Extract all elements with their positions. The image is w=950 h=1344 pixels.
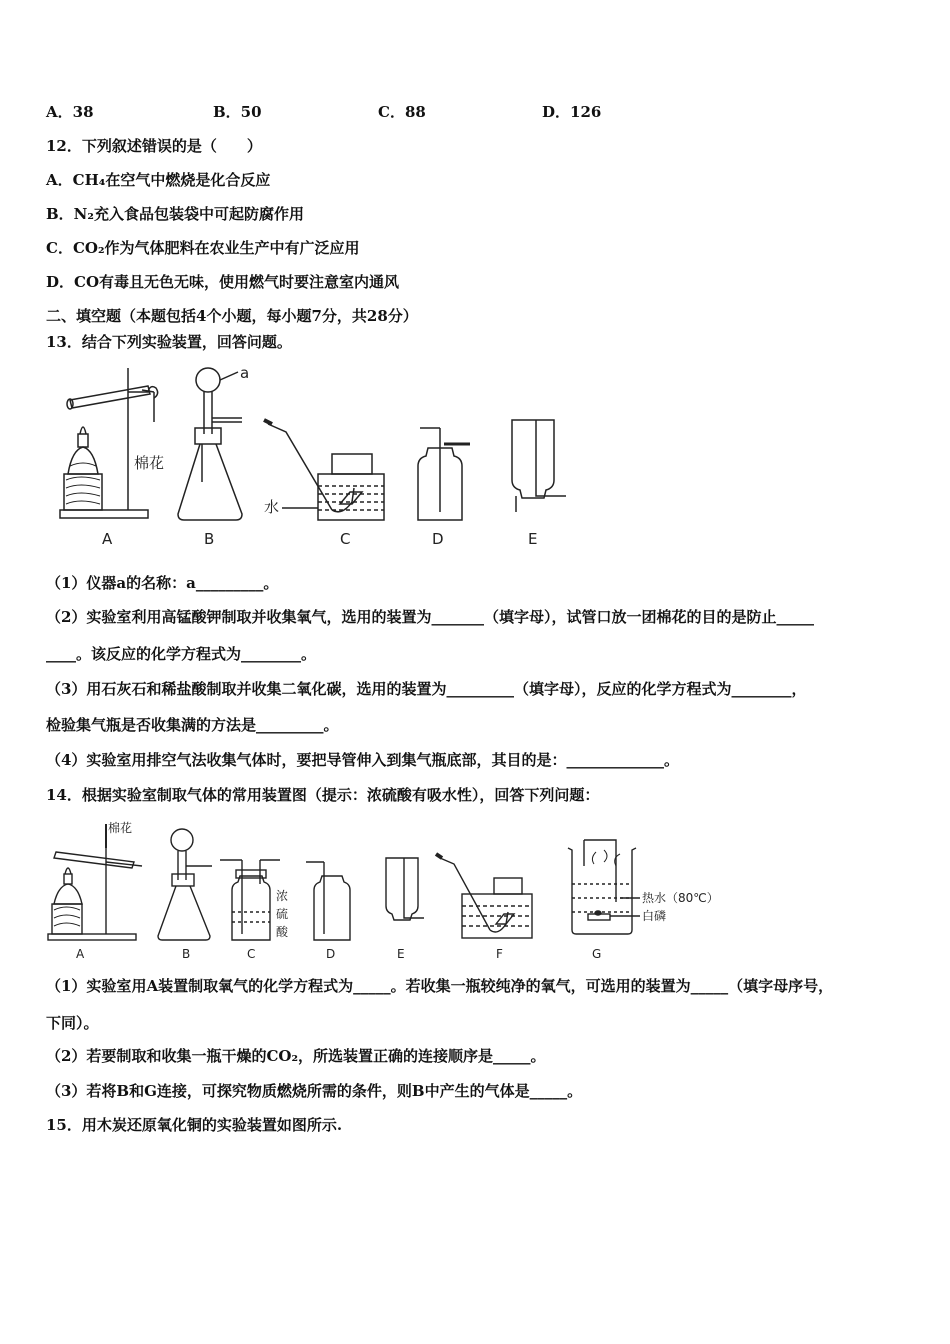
q14-label-F: F [496,947,503,961]
q13-apparatus-e [512,420,566,512]
q14-label-acid-1: 浓 [276,889,289,903]
q14-part-1a: （1）实验室用A装置制取氧气的化学方程式为_____。若收集一瓶较纯净的氧气，可选用的装置为_____（填字母序号， [46,977,834,995]
q15-stem: 15．用木炭还原氧化铜的实验装置如图所示. [46,1116,343,1134]
q14-apparatus-c [220,860,280,940]
q14-label-A: A [76,947,85,961]
q11-option-d: D．126 [542,103,602,121]
q14-label-E: E [397,947,405,961]
q14-apparatus-b [158,829,212,940]
q14-label-phosphorus: 白磷 [642,909,667,923]
q14-part-3: （3）若将B和G连接，可探究物质燃烧所需的条件，则B中产生的气体是_____。 [46,1082,583,1100]
q13-label-A: A [102,530,113,548]
q14-apparatus-a [48,824,142,940]
q13-label-C: C [340,530,351,548]
q13-part-4: （4）实验室用排空气法收集气体时，要把导管伸入到集气瓶底部，其目的是：_____________。 [46,751,679,769]
q13-stem: 13．结合下列实验装置，回答问题。 [46,333,292,351]
q14-apparatus-e [386,858,424,920]
q14-stem: 14．根据实验室制取气体的常用装置图（提示：浓硫酸有吸水性），回答下列问题： [46,786,600,804]
q12-stem: 12．下列叙述错误的是（ ） [46,137,262,155]
q14-label-G: G [592,947,602,961]
q13-apparatus-a [60,368,158,518]
q14-apparatus-g [568,840,640,934]
q12-option-d: D．CO有毒且无色无味，使用燃气时要注意室内通风 [46,273,400,291]
q14-label-cotton: 棉花 [108,821,133,835]
q13-label-E: E [528,530,538,548]
q13-label-instrument-a: a [240,364,250,382]
q13-figure [50,362,590,552]
q12-option-b: B．N₂充入食品包装袋中可起防腐作用 [46,205,304,223]
q11-option-a: A．38 [46,103,94,121]
q14-label-hot-water: 热水（80℃） [642,891,719,905]
q13-part-1: （1）仪器a的名称：a_________。 [46,574,279,592]
q11-option-c: C．88 [378,103,426,121]
q13-part-3a: （3）用石灰石和稀盐酸制取并收集二氧化碳，选用的装置为_________（填字母），反应的化学方程式为________， [46,680,807,698]
q14-apparatus-f [436,854,532,938]
q14-part-1b: 下同）。 [46,1014,99,1032]
q13-part-2a: （2）实验室利用高锰酸钾制取并收集氧气，选用的装置为_______（填字母），试管口放一团棉花的目的是防止_____ [46,608,814,626]
q13-apparatus-d [418,428,470,520]
q14-label-D: D [326,947,336,961]
q13-label-D: D [432,530,444,548]
q14-part-2: （2）若要制取和收集一瓶干燥的CO₂，所选装置正确的连接顺序是_____。 [46,1047,546,1065]
q14-label-acid-3: 酸 [276,925,289,939]
q14-apparatus-d [306,862,350,940]
q13-apparatus-b [178,368,242,520]
section2-title: 二、填空题（本题包括4个小题，每小题7分，共28分） [46,307,418,325]
q13-part-3b: 检验集气瓶是否收集满的方法是_________。 [46,716,339,734]
q14-label-acid-2: 硫 [276,907,289,921]
q14-label-B: B [182,947,191,961]
q14-label-C: C [247,947,256,961]
q12-option-c: C．CO₂作为气体肥料在农业生产中有广泛应用 [46,239,360,257]
q14-figure [44,818,724,966]
q13-label-water: 水 [264,498,280,516]
q13-part-2b: ____。该反应的化学方程式为________。 [46,645,317,663]
q13-label-cotton: 棉花 [134,454,165,472]
q12-option-a: A．CH₄在空气中燃烧是化合反应 [46,171,271,189]
q11-option-b: B．50 [213,103,262,121]
q13-apparatus-c [264,420,384,520]
q13-label-B: B [204,530,215,548]
